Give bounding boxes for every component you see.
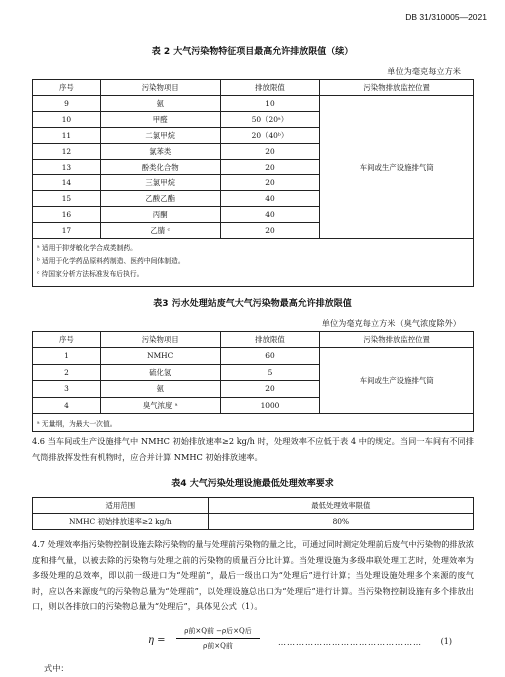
row-no: 13 bbox=[33, 159, 101, 175]
table3 bbox=[32, 331, 474, 432]
row-no: 1 bbox=[33, 348, 101, 365]
row-no: 14 bbox=[33, 175, 101, 191]
row-item: 二氯甲烷 bbox=[100, 127, 220, 143]
paragraph-4-6: 4.6 当车间或生产设施排气中 NMHC 初始排放速率≥2 kg/h 时，处理效率不应低于表 4 中的规定。当同一车间有不同排气筒排放挥发性有机物时，应合并计算 NMHC 初始排放速率。 bbox=[32, 436, 474, 462]
formula-fraction bbox=[176, 626, 260, 651]
row-no: 4 bbox=[33, 397, 101, 414]
row-item: 臭气浓度 ᵃ bbox=[100, 397, 220, 414]
row-no: 11 bbox=[33, 127, 101, 143]
table3-unit: 单位为毫克每立方米（臭气浓度除外） bbox=[321, 318, 461, 328]
row-limit: 20 bbox=[220, 381, 320, 398]
table3-title: 表3 污水处理站废气大气污染物最高允许排放限值 bbox=[153, 299, 352, 309]
table2-header-limit: 排放限值 bbox=[220, 80, 320, 96]
table2-unit: 单位为毫克每立方米 bbox=[387, 66, 461, 76]
table4-title: 表4 大气污染处理设施最低处理效率要求 bbox=[171, 479, 334, 489]
formula-number: (1) bbox=[440, 637, 452, 646]
formula-denominator: ρ前×Q前 bbox=[203, 642, 233, 650]
where-label: 式中： bbox=[44, 663, 69, 673]
row-item: 氨 bbox=[100, 96, 220, 112]
table-row bbox=[33, 96, 474, 112]
row-limit: 80% bbox=[208, 514, 473, 530]
table3-note-a: ᵃ 无量纲，为最大一次值。 bbox=[37, 419, 117, 428]
row-no: 2 bbox=[33, 364, 101, 381]
table2-note-b: ᵇ 适用于化学药品原料药制造、医药中间体制造。 bbox=[37, 257, 185, 266]
row-no: 17 bbox=[33, 223, 101, 239]
table3-header-item: 污染物项目 bbox=[100, 332, 220, 348]
row-no: 15 bbox=[33, 191, 101, 207]
formula-dots: ………………………………………… bbox=[278, 638, 422, 647]
table2 bbox=[32, 79, 474, 287]
table3-header-limit: 排放限值 bbox=[220, 332, 320, 348]
row-item: 硫化氢 bbox=[100, 364, 220, 381]
row-item: 乙腈 ᶜ bbox=[100, 223, 220, 239]
table4 bbox=[32, 497, 474, 530]
table-row bbox=[33, 514, 474, 530]
row-limit: 20 bbox=[220, 175, 320, 191]
table2-location: 车间或生产设施排气筒 bbox=[320, 96, 474, 239]
formula-numerator: ρ前×Q前 −ρ后×Q后 bbox=[176, 626, 260, 639]
formula-lhs: η = bbox=[148, 635, 166, 646]
row-item: 丙酮 bbox=[100, 207, 220, 223]
table2-title: 表 2 大气污染物特征项目最高允许排放限值（续） bbox=[151, 47, 354, 57]
paragraph-4-7: 4.7 处理效率指污染物控制设施去除污染物的量与处理前污染物的量之比，可通过同时测定处理前后废气中污染物的排放浓度和排气量，以被去除的污染物与处理之前的污染物的质量百分比计算。当处理设施为多级串联处理工艺时，处理效率为多级处理的总效率，即以前一级进口为“处理前”，最后一级出口为“处理后”进行计算；当处理设施处理多个来源的废气时，应以各来源废气的污染物总量为“处理前”，以处理设施总出口为“处理后”进行计算。当污染物控制设施有多个排放出口，则以各排放口的污染物总量为“处理后”，具体见公式（1）。 bbox=[32, 539, 474, 612]
row-no: 10 bbox=[33, 111, 101, 127]
table2-notes-row bbox=[33, 239, 474, 287]
row-no: 3 bbox=[33, 381, 101, 398]
row-item: 氯苯类 bbox=[100, 143, 220, 159]
table2-note-c: ᶜ 待国家分析方法标准发布后执行。 bbox=[37, 270, 144, 279]
row-limit: 1000 bbox=[220, 397, 320, 414]
row-scope: NMHC 初始排放速率≥2 kg/h bbox=[33, 514, 209, 530]
row-limit: 20（40ᵇ） bbox=[220, 127, 320, 143]
row-item: 酚类化合物 bbox=[100, 159, 220, 175]
table3-header-no: 序号 bbox=[33, 332, 101, 348]
table4-header-scope: 适用范围 bbox=[33, 498, 209, 514]
row-limit: 10 bbox=[220, 96, 320, 112]
row-no: 12 bbox=[33, 143, 101, 159]
doc-number: DB 31/310005—2021 bbox=[405, 12, 487, 22]
table2-header-item: 污染物项目 bbox=[100, 80, 220, 96]
row-limit: 20 bbox=[220, 223, 320, 239]
row-limit: 50（20ᵃ） bbox=[220, 111, 320, 127]
formula-1 bbox=[148, 626, 458, 662]
row-item: 乙酸乙酯 bbox=[100, 191, 220, 207]
table2-note-a: ᵃ 适用于抑芽敏化学合成类制药。 bbox=[37, 244, 137, 253]
row-no: 9 bbox=[33, 96, 101, 112]
table4-header-limit: 最低处理效率限值 bbox=[208, 498, 473, 514]
row-limit: 20 bbox=[220, 159, 320, 175]
table3-header-location: 污染物排放监控位置 bbox=[320, 332, 474, 348]
row-limit: 40 bbox=[220, 191, 320, 207]
row-limit: 5 bbox=[220, 364, 320, 381]
row-item: 甲醛 bbox=[100, 111, 220, 127]
row-item: NMHC bbox=[100, 348, 220, 365]
table2-header-location: 污染物排放监控位置 bbox=[320, 80, 474, 96]
row-limit: 40 bbox=[220, 207, 320, 223]
table2-header-no: 序号 bbox=[33, 80, 101, 96]
row-item: 三氯甲烷 bbox=[100, 175, 220, 191]
table-row bbox=[33, 348, 474, 365]
row-item: 氨 bbox=[100, 381, 220, 398]
table3-location: 车间或生产设施排气筒 bbox=[320, 348, 474, 414]
row-no: 16 bbox=[33, 207, 101, 223]
row-limit: 20 bbox=[220, 143, 320, 159]
row-limit: 60 bbox=[220, 348, 320, 365]
table3-notes-row bbox=[33, 414, 474, 432]
